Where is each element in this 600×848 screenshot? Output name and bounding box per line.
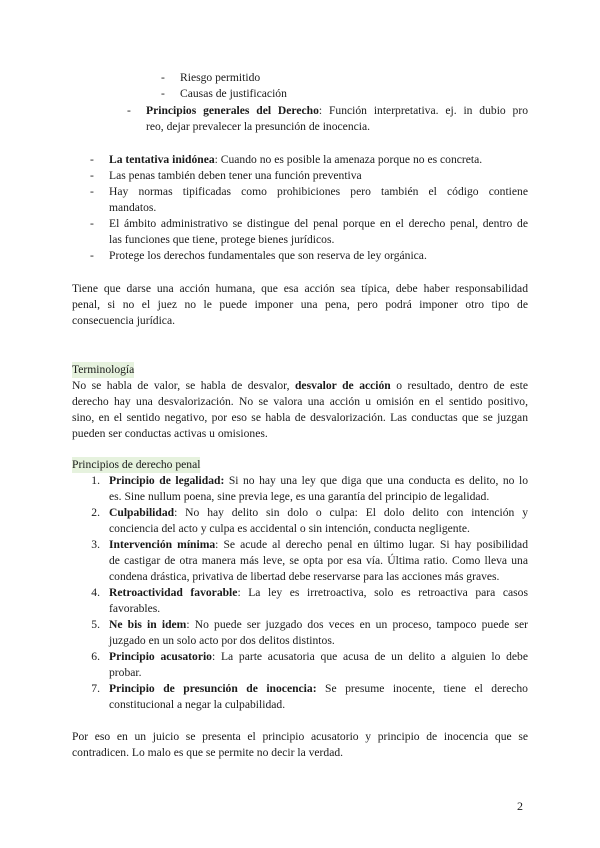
principle-item: Principio de presunción de inocencia: Se presume inocente, tiene el derecho	[109, 682, 528, 695]
bullet-dash: -	[90, 153, 94, 166]
bullet-item-cont: mandatos.	[109, 201, 157, 214]
nested-dash: -	[161, 87, 165, 100]
list-number: 4.	[91, 586, 100, 599]
paragraph-line: Tiene que darse una acción humana, que esa acción sea típica, debe haber responsabilidad	[72, 282, 528, 295]
principle-item-cont: conciencia del acto y culpa es accidental o sin intención, conducta negligente.	[109, 522, 470, 535]
bullet-item-cont: las funciones que tiene, protege bienes jurídicos.	[109, 233, 335, 246]
bullet-item: Hay normas tipificadas como prohibiciones pero también el código contiene	[109, 185, 528, 198]
terminologia-line: No se habla de valor, se habla de desvalor, desvalor de acción o resultado, dentro de este	[72, 379, 528, 392]
principle-item-cont: constitucional a negar la culpabilidad.	[109, 698, 286, 711]
bullet-item: Las penas también deben tener una función preventiva	[109, 169, 362, 182]
page-number: 2	[517, 799, 523, 813]
list-number: 5.	[91, 618, 100, 631]
principle-item: Principio de legalidad: Si no hay una ley que diga que una conducta es delito, no lo	[109, 474, 528, 487]
bullet-dash: -	[90, 169, 94, 182]
list-number: 1.	[91, 474, 100, 487]
list-number: 6.	[91, 650, 100, 663]
paragraph-line: Por eso en un juicio se presenta el principio acusatorio y principio de inocencia que se	[72, 730, 528, 743]
nested-item: Causas de justificación	[180, 87, 287, 100]
principle-item: Ne bis in idem: No puede ser juzgado dos veces en un proceso, tampoco puede ser	[109, 618, 528, 631]
tentativa-term: La tentativa inidónea	[109, 153, 215, 166]
principios-generales-term: Principios generales del Derecho	[146, 104, 319, 117]
bullet-dash: -	[90, 249, 94, 262]
principle-item-cont: condena drástica, privativa de libertad debe reservarse para las acciones más graves.	[109, 570, 500, 583]
list-number: 2.	[91, 506, 100, 519]
section-heading-principios: Principios de derecho penal	[72, 458, 201, 471]
paragraph-line: consecuencia jurídica.	[72, 314, 176, 327]
principle-item: Culpabilidad: No hay delito sin dolo o culpa: El dolo delito con intención y	[109, 506, 528, 519]
terminologia-line: pueden ser conductas activas u omisiones.	[72, 427, 268, 440]
terminologia-line: sino, en el sentido negativo, por eso se habla de desvalorización. Las conductas que se juzgan	[72, 411, 528, 424]
terminologia-line: derecho hay una desvalorización. No se valora una acción u omisión en el sentido positivo,	[72, 395, 528, 408]
list-number: 3.	[91, 538, 100, 551]
principle-item-cont: probar.	[109, 666, 142, 679]
paragraph-line: contradicen. Lo malo es que se permite no decir la verdad.	[72, 746, 344, 759]
principle-item: Intervención mínima: Se acude al derecho penal en último lugar. Si hay posibilidad	[109, 538, 529, 551]
principle-item-cont: favorables.	[109, 602, 161, 615]
principios-generales-line1: Principios generales del Derecho: Función interpretativa. ej. in dubio pro	[146, 104, 528, 117]
principios-generales-line2: reo, dejar prevalecer la presunción de inocencia.	[146, 120, 371, 133]
section-heading-terminologia: Terminología	[72, 363, 135, 376]
principle-item-cont: es. Sine nullum poena, sine previa lege, es una garantía del principio de legalidad.	[109, 490, 490, 503]
principle-item-cont: de castigar de otra manera más leve, se opta por esa vía. Última ratio. Como lleva una	[109, 554, 528, 567]
principle-item: Principio acusatorio: La parte acusatoria que acusa de un delito a alguien lo debe	[109, 650, 528, 663]
list-number: 7.	[91, 682, 100, 695]
nested-dash: -	[161, 71, 165, 84]
list-dash: -	[127, 104, 131, 117]
principle-item: Retroactividad favorable: La ley es irretroactiva, solo es retroactiva para casos	[109, 586, 528, 599]
bullet-item: La tentativa inidónea: Cuando no es posible la amenaza porque no es concreta.	[109, 153, 483, 166]
bullet-dash: -	[90, 185, 94, 198]
bullet-dash: -	[90, 217, 94, 230]
bullet-item: El ámbito administrativo se distingue del penal porque en el derecho penal, dentro de	[109, 217, 528, 230]
bullet-item: Protege los derechos fundamentales que son reserva de ley orgánica.	[109, 249, 427, 262]
desvalor-term: desvalor de acción	[294, 379, 391, 392]
paragraph-line: penal, si no el juez no le puede imponer una pena, pero podrá imponer otro tipo de	[72, 298, 528, 311]
principle-item-cont: juzgado en un solo acto por dos delitos distintos.	[109, 634, 335, 647]
nested-item: Riesgo permitido	[180, 71, 261, 84]
